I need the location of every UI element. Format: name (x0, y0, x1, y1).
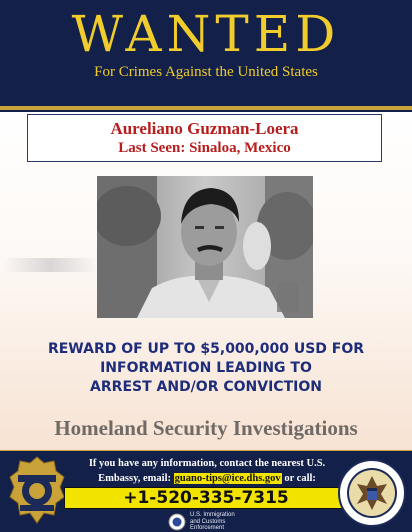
poster-subtitle: For Crimes Against the United States (94, 64, 318, 80)
reward-text (20, 340, 392, 397)
ice-logo-line-1: U.S. Immigration (190, 512, 235, 519)
tip-email-link[interactable]: guano-tips@ice.dhs.gov (174, 473, 281, 484)
ice-logo-line-3: Enforcement (190, 525, 225, 532)
subject-box (27, 114, 382, 162)
state-department-seal-icon (337, 458, 407, 532)
tip-phone-number[interactable]: +1-520-335-7315 (64, 487, 348, 509)
poster-title: WANTED (71, 5, 341, 63)
faded-caption (2, 258, 98, 272)
reward-line-1: REWARD OF UP TO $5,000,000 USD FOR (47, 341, 365, 357)
header-divider (0, 106, 412, 110)
reward-line-2: INFORMATION LEADING TO (100, 360, 312, 376)
contact-line-2 (76, 471, 338, 486)
contact-instructions (76, 456, 338, 486)
agency-name: Homeland Security Investigations (54, 416, 358, 440)
contact-line-1: If you have any information, contact the nearest U.S. (88, 458, 326, 469)
contact-line-2-suffix: or call: (281, 473, 316, 484)
suspect-photo-icon (97, 176, 313, 318)
subject-name: Aureliano Guzman-Loera (110, 119, 299, 138)
contact-line-2-prefix: Embassy, email: (98, 473, 174, 484)
dhs-seal-icon (168, 513, 186, 531)
ice-logo-text (190, 512, 235, 532)
hsi-badge-icon (6, 455, 68, 531)
ice-logo (168, 512, 235, 532)
suspect-photo (97, 176, 313, 318)
ice-logo-line-2: and Customs (190, 518, 226, 525)
reward-line-3: ARREST AND/OR CONVICTION (90, 379, 322, 395)
last-seen: Last Seen: Sinaloa, Mexico (118, 140, 291, 156)
